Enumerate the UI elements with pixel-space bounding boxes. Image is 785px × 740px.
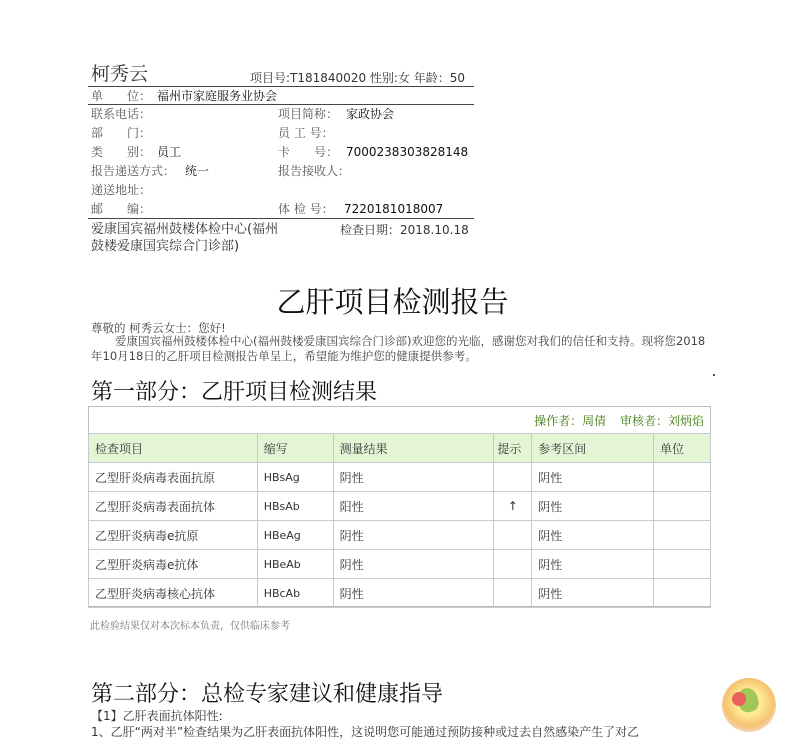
patient-name: 柯秀云 [91, 63, 149, 85]
field-exam-number: 体 检 号： 7220181018007 [278, 202, 444, 216]
field-delivery-address: 递送地址： [91, 183, 152, 197]
field-delivery-method: 报告递送方式： 统一 [91, 164, 210, 178]
header-unit: 单位 [654, 434, 711, 463]
advice-heading: 【1】乙肝表面抗体阳性: [91, 709, 223, 723]
header-reference: 参考区间 [532, 434, 654, 463]
section-1-title: 第一部分：乙肝项目检测结果 [91, 380, 378, 405]
document-title: 乙肝项目检测报告 [276, 285, 509, 319]
header-abbr: 缩写 [257, 434, 333, 463]
up-arrow-icon: ↑ [494, 492, 532, 521]
organization-name: 爱康国宾福州鼓楼体检中心(福州鼓楼爱康国宾综合门诊部) [91, 222, 279, 254]
table-header-row [89, 434, 711, 463]
header-item: 检查项目 [89, 434, 258, 463]
section-2-title: 第二部分：总检专家建议和健康指导 [91, 682, 444, 707]
field-card-number: 卡 号： 7000238303828148 [278, 145, 469, 159]
header-rule-bottom [88, 218, 474, 219]
exam-date: 检查日期：2018.10.18 [340, 223, 469, 237]
stray-dot [713, 374, 715, 376]
field-employee-id: 员 工 号： [278, 126, 334, 140]
table-row: 乙型肝炎病毒核心抗体 HBcAb 阴性 阴性 [89, 579, 711, 608]
field-project-short: 项目简称： 家政协会 [278, 107, 395, 121]
field-postcode: 邮 编： [91, 202, 152, 216]
field-report-receiver: 报告接收人： [278, 164, 351, 178]
operator-name: 周倩 [582, 414, 607, 428]
table-row: 乙型肝炎病毒表面抗体 HBsAb 阳性 ↑ 阴性 [89, 492, 711, 521]
header-hint: 提示 [494, 434, 532, 463]
field-unit: 单 位： 福州市家庭服务业协会 [91, 89, 278, 103]
field-phone: 联系电话： [91, 107, 152, 121]
advice-text: 1、乙肝“两对半”检查结果为乙肝表面抗体阳性，这说明您可能通过预防接种或过去自然感染产生了对乙 [91, 725, 640, 739]
field-category: 类 别： 员工 [91, 145, 182, 159]
table-row: 乙型肝炎病毒e抗原 HBeAg 阴性 阴性 [89, 521, 711, 550]
intro-paragraph: 爱康国宾福州鼓楼体检中心(福州鼓楼爱康国宾综合门诊部)欢迎您的光临，感谢您对我们的信任和支持。现将您2018年10月18日的乙肝项目检测报告单呈上，希望能为维护您的健康提供参考。 [91, 334, 706, 363]
operator-line: 操作者：周倩 审核者：刘炳焰 [534, 414, 704, 428]
table-row: 乙型肝炎病毒表面抗原 HBsAg 阴性 阴性 [89, 463, 711, 492]
patient-meta: 项目号:T181840020 性别:女 年龄：50 [250, 71, 466, 85]
table-row: 乙型肝炎病毒e抗体 HBeAb 阴性 阴性 [89, 550, 711, 579]
field-department: 部 门： [91, 126, 152, 140]
clinic-logo-icon [722, 678, 776, 732]
results-table [88, 433, 711, 608]
reviewer-name: 刘炳焰 [667, 414, 704, 428]
greeting: 尊敬的 柯秀云女士：您好! [91, 321, 226, 335]
disclaimer: 此检验结果仅对本次标本负责，仅供临床参考 [90, 621, 290, 632]
header-result: 测量结果 [333, 434, 494, 463]
